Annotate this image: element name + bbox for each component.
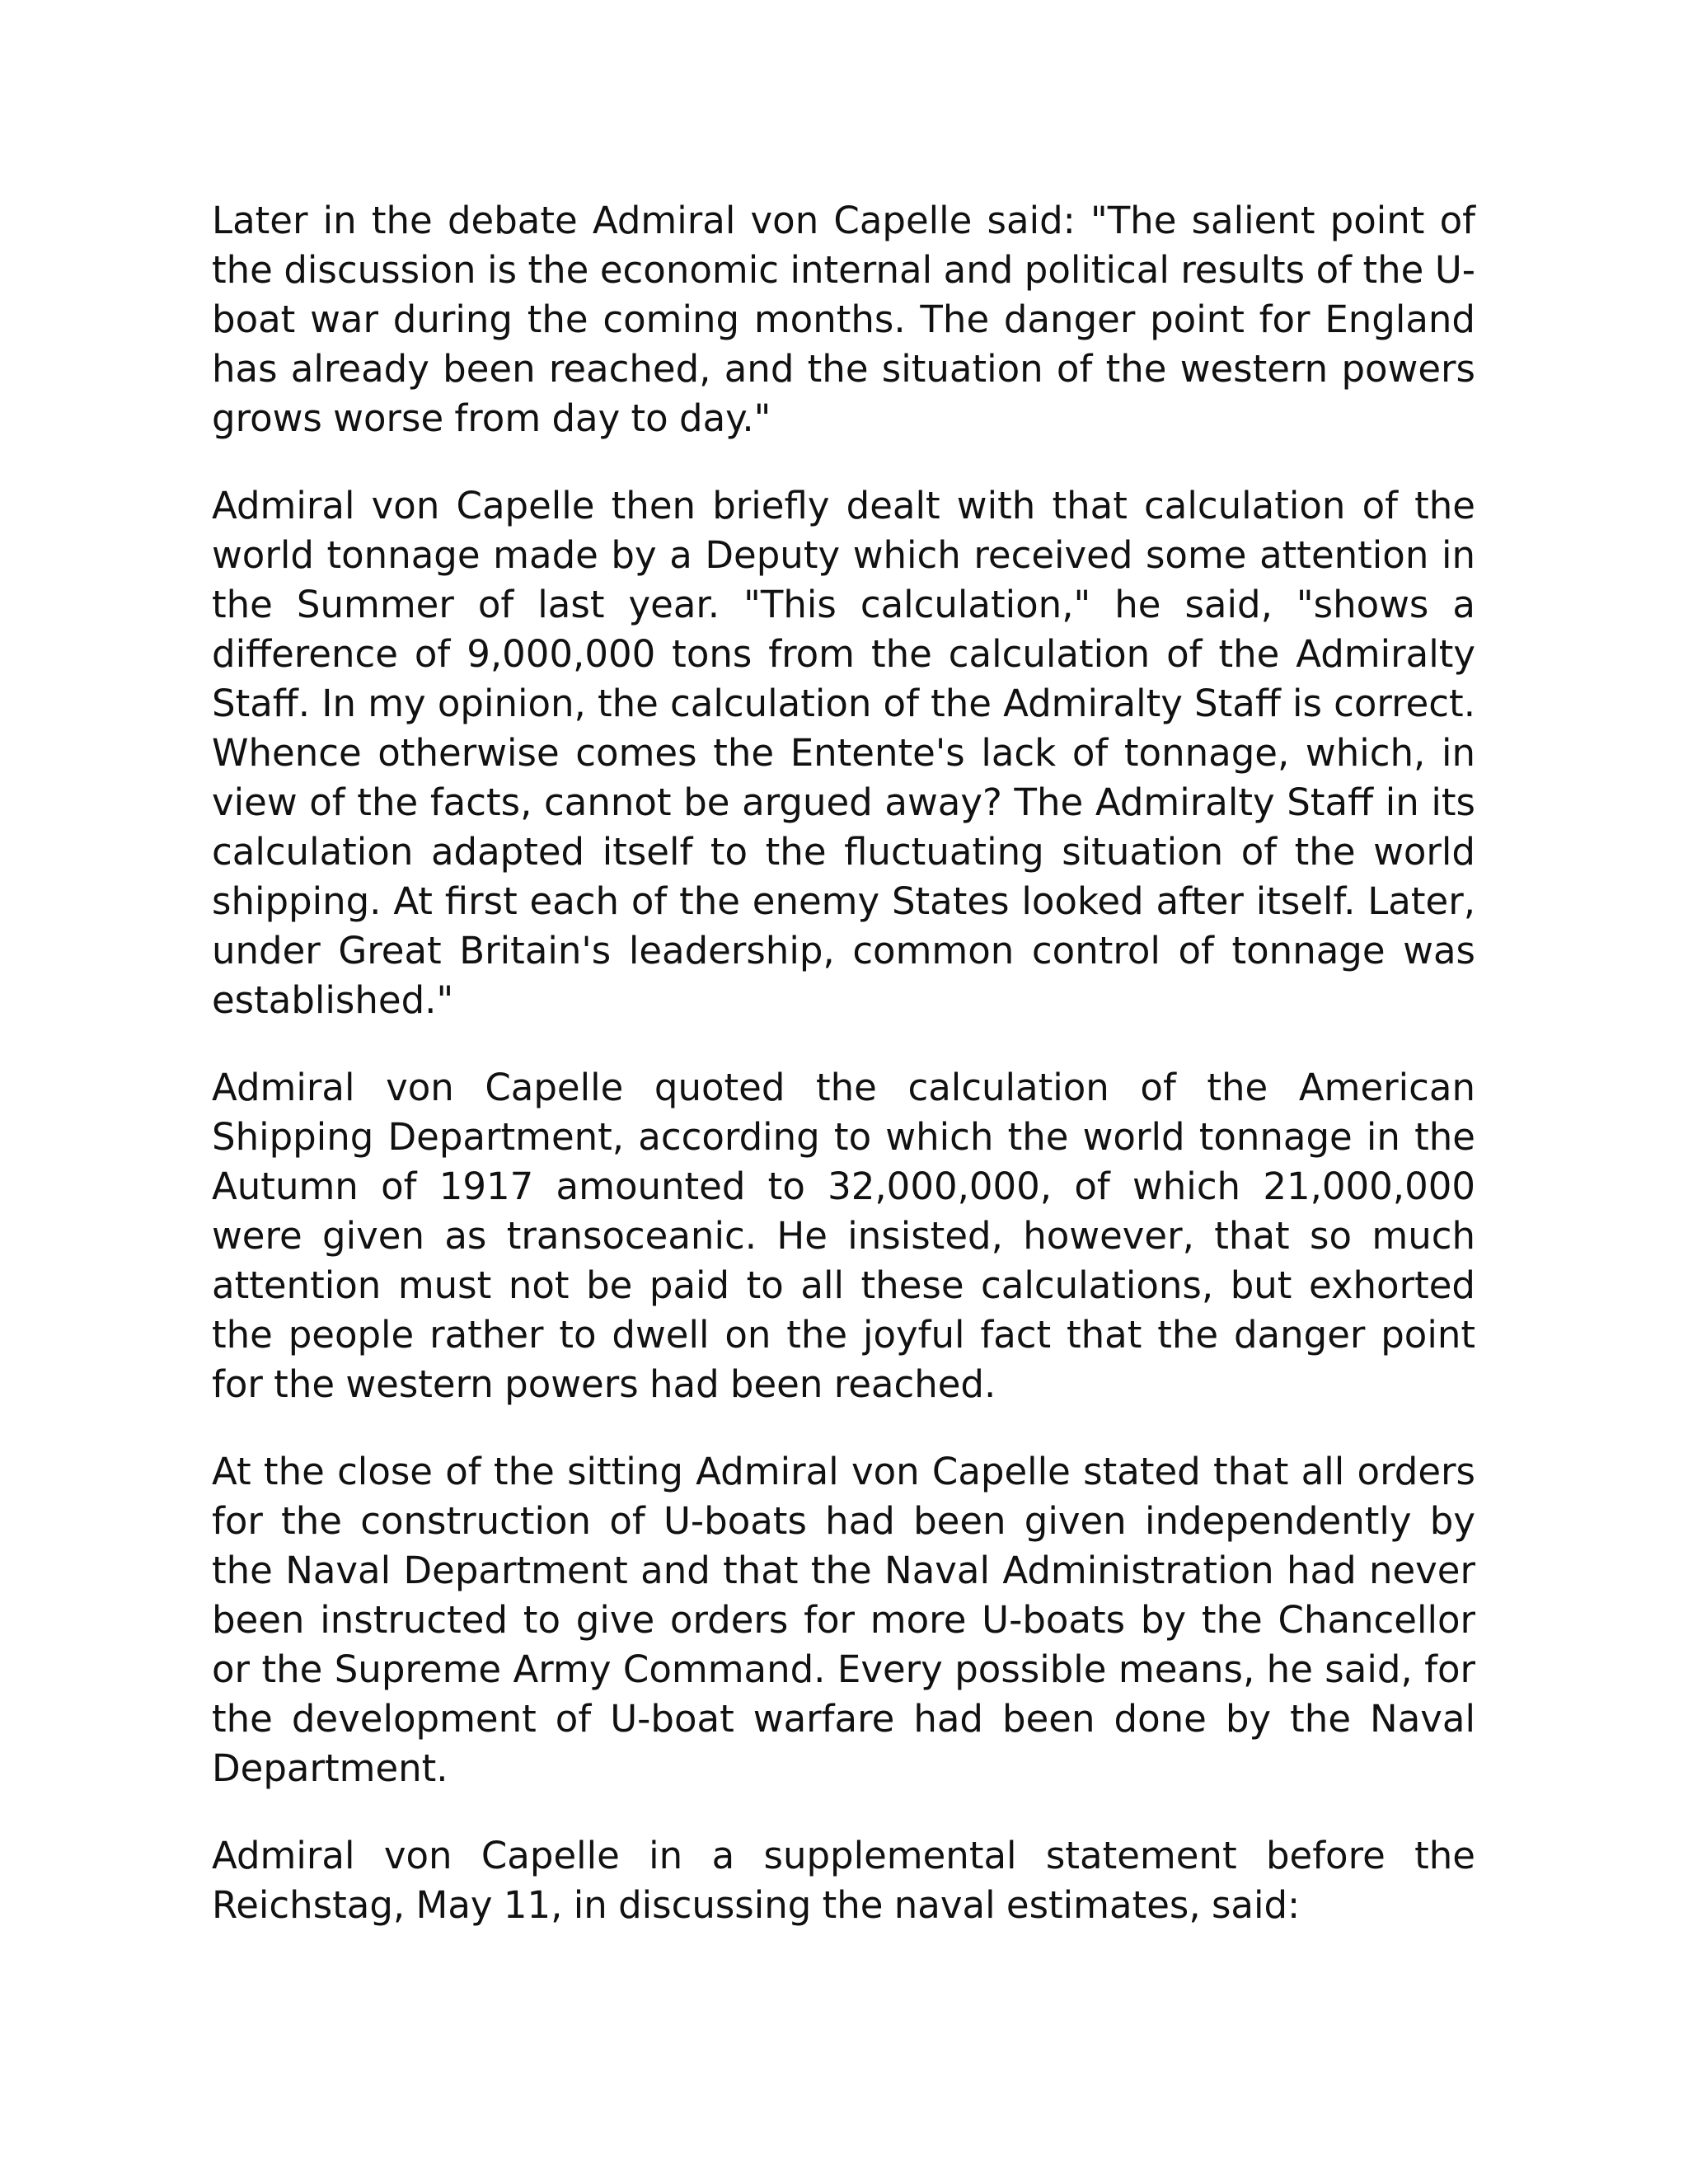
paragraph-3: Admiral von Capelle quoted the calculation of the American Shipping Department, according to which the world tonnage in the Autumn of 1917 amounted to 32,000,000, of which 21,000,000 were given as transoceanic. He insisted, however, that so much attention must not be paid to all these calculations, but exhorted the people rather to dwell on the joyful fact that the danger point for the western powers had been reached. <box>212 1066 1475 1406</box>
paragraph-1: Later in the debate Admiral von Capelle said: "The salient point of the discussion is the economic internal and political results of the U-boat war during the coming months. The danger point for England has already been reached, and the situation of the western powers grows worse from day to day." <box>212 199 1475 440</box>
paragraph-4: At the close of the sitting Admiral von Capelle stated that all orders for the construction of U-boats had been given independently by the Naval Department and that the Naval Administration had never been instructed to give orders for more U-boats by the Chancellor or the Supreme Army Command. Every possible means, he said, for the development of U-boat warfare had been done by the Naval Department. <box>212 1450 1475 1790</box>
paragraph-2: Admiral von Capelle then briefly dealt with that calculation of the world tonnage made by a Deputy which received some attention in the Summer of last year. "This calculation," he said, "shows a difference of 9,000,000 tons from the calculation of the Admiralty Staff. In my opinion, the calculation of the Admiralty Staff is correct. Whence otherwise comes the Entente's lack of tonnage, which, in view of the facts, cannot be argued away? The Admiralty Staff in its calculation adapted itself to the fluctuating situation of the world shipping. At first each of the enemy States looked after itself. Later, under Great Britain's leadership, common control of tonnage was established." <box>212 484 1475 1022</box>
document-body <box>212 196 1475 1930</box>
paragraph-5: Admiral von Capelle in a supplemental statement before the Reichstag, May 11, in discussing the naval estimates, said: <box>212 1834 1475 1927</box>
